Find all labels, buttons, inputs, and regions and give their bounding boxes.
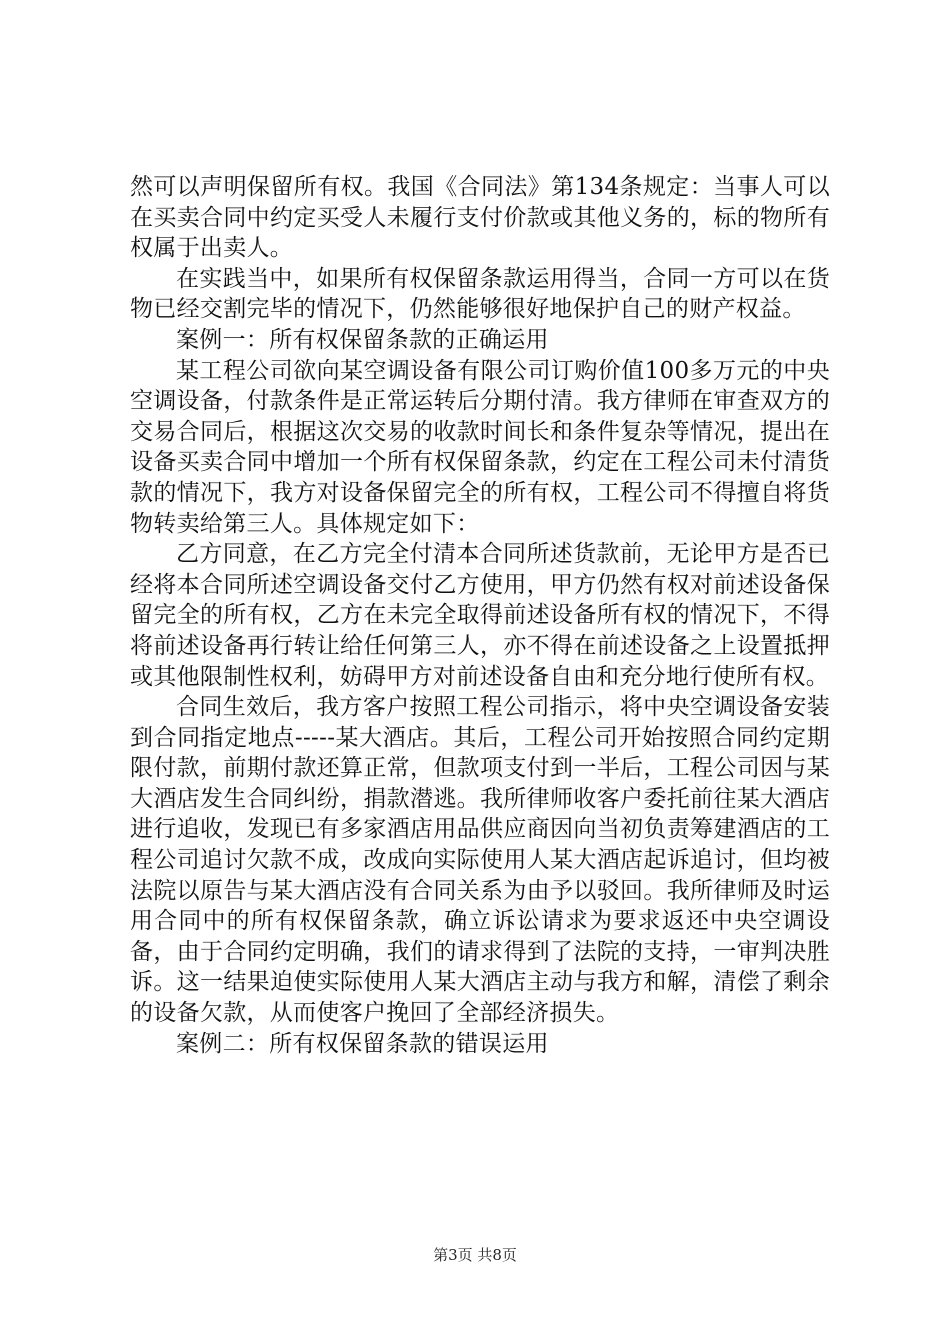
- case-one-heading: 案例一：所有权保留条款的正确运用: [176, 326, 549, 353]
- paragraph-continuation: 然可以声明保留所有权。我国《合同法》第134条规定：当事人可以在买卖合同中约定买受人未履行支付价款或其他义务的，标的物所有权属于出卖人。: [130, 174, 830, 262]
- page-number-footer: 第3页 共8页: [433, 1246, 517, 1264]
- paragraph-practice: 在实践当中，如果所有权保留条款运用得当，合同一方可以在货物已经交割完毕的情况下，仍然能够很好地保护自己的财产权益。: [130, 265, 830, 323]
- paragraph-clause-text: 乙方同意，在乙方完全付清本合同所述货款前，无论甲方是否已经将本合同所述空调设备交付乙方使用，甲方仍然有权对前述设备保留完全的所有权，乙方在未完全取得前述设备所有权的情况下，不得将前述设备再行转让给任何第三人，亦不得在前述设备之上设置抵押或其他限制性权利，妨碍甲方对前述设备自由和充分地行使所有权。: [130, 541, 830, 690]
- document-body: [130, 172, 830, 1059]
- paragraph-case-one-background: 某工程公司欲向某空调设备有限公司订购价值100多万元的中央空调设备，付款条件是正常运转后分期付清。我方律师在审查双方的交易合同后，根据这次交易的收款时间长和条件复杂等情况，提出在设备买卖合同中增加一个所有权保留条款，约定在工程公司未付清货款的情况下，我方对设备保留完全的所有权，工程公司不得擅自将货物转卖给第三人。具体规定如下：: [130, 357, 830, 537]
- case-two-heading: 案例二：所有权保留条款的错误运用: [176, 1030, 549, 1057]
- paragraph-case-one-outcome: 合同生效后，我方客户按照工程公司指示，将中央空调设备安装到合同指定地点-----某大酒店。其后，工程公司开始按照合同约定期限付款，前期付款还算正常，但款项支付到一半后，工程公司因与某大酒店发生合同纠纷，捐款潜逃。我所律师收客户委托前往某大酒店进行追收，发现已有多家酒店用品供应商因向当初负责筹建酒店的工程公司追讨欠款不成，改成向实际使用人某大酒店起诉追讨，但均被法院以原告与某大酒店没有合同关系为由予以驳回。我所律师及时运用合同中的所有权保留条款，确立诉讼请求为要求返还中央空调设备，由于合同约定明确，我们的请求得到了法院的支持，一审判决胜诉。这一结果迫使实际使用人某大酒店主动与我方和解，清偿了剩余的设备欠款，从而使客户挽回了全部经济损失。: [130, 694, 830, 1027]
